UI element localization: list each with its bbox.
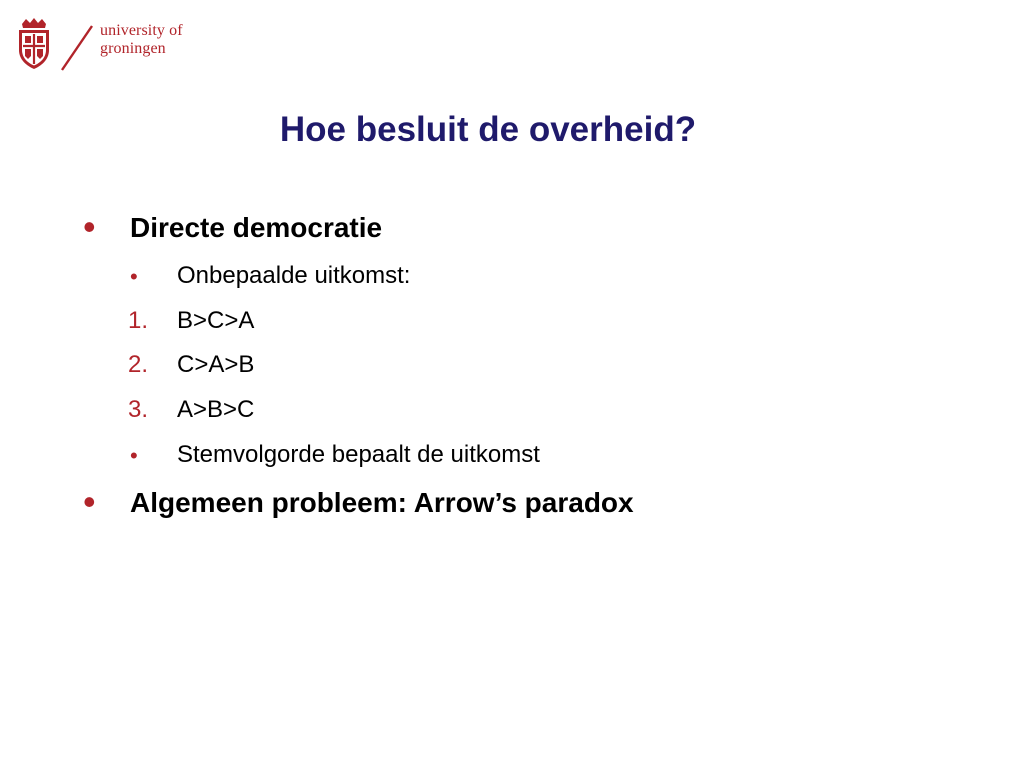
bullet-heading-directe-democratie: Directe democratie	[130, 212, 383, 243]
sub-bullet-text: Onbepaalde uitkomst:	[177, 262, 411, 289]
sub-bullet-marker: •	[130, 264, 138, 289]
bullet-heading-arrows-paradox: Algemeen probleem: Arrow’s paradox	[130, 487, 634, 518]
slide-title: Hoe besluit de overheid?	[279, 110, 697, 149]
logo-line-1: university of	[100, 22, 183, 39]
numbered-item-text: B>C>A	[177, 307, 255, 334]
numbered-marker: 2.	[128, 351, 149, 378]
bullet-marker: •	[83, 481, 96, 522]
numbered-item-text: C>A>B	[177, 351, 255, 378]
sub-bullet-text: Stemvolgorde bepaalt de uitkomst	[177, 441, 540, 468]
numbered-marker: 1.	[128, 307, 149, 334]
sub-bullet-marker: •	[130, 443, 138, 468]
logo-line-2: groningen	[100, 40, 166, 57]
numbered-marker: 3.	[128, 396, 149, 423]
numbered-item-text: A>B>C	[177, 396, 255, 423]
bullet-marker: •	[83, 206, 96, 247]
